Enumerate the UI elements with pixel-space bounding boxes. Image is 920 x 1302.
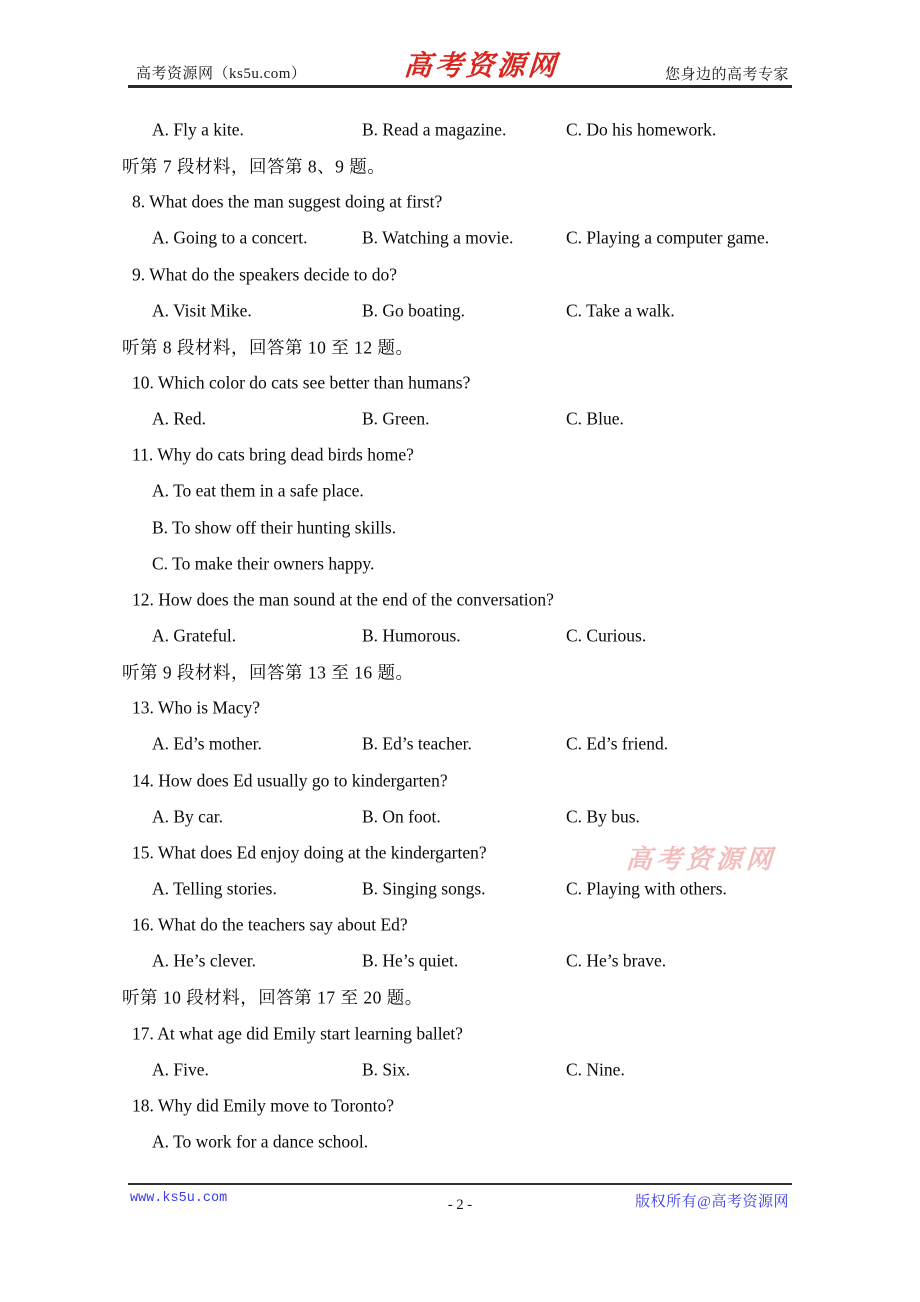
option-b: B. Watching a movie.	[362, 227, 514, 248]
instruction-line	[0, 148, 920, 184]
options-line	[0, 401, 920, 437]
option-a: A. Red.	[152, 408, 206, 429]
option-b: B. Read a magazine.	[362, 119, 507, 140]
question-text: 9. What do the speakers decide to do?	[132, 264, 398, 285]
question-line	[0, 1088, 920, 1124]
question-text: 15. What does Ed enjoy doing at the kindergarten?	[132, 842, 487, 863]
option-text: A. To work for a dance school.	[152, 1131, 369, 1152]
option-b: B. Six.	[362, 1059, 411, 1080]
instruction-text: 听第 8 段材料，回答第 10 至 12 题。	[122, 337, 414, 358]
option-b: B. He’s quiet.	[362, 950, 459, 971]
question-text: 16. What do the teachers say about Ed?	[132, 914, 408, 935]
header-tagline: 您身边的高考专家	[664, 67, 789, 83]
question-text: 13. Who is Macy?	[132, 697, 260, 718]
option-b: B. On foot.	[362, 806, 441, 827]
option-a: A. Fly a kite.	[152, 119, 244, 140]
option-c: C. Take a walk.	[566, 300, 675, 321]
content-lines	[0, 112, 920, 1160]
option-c: C. By bus.	[566, 806, 640, 827]
option-a: A. Five.	[152, 1059, 209, 1080]
instruction-text: 听第 9 段材料，回答第 13 至 16 题。	[122, 662, 414, 683]
question-text: 11. Why do cats bring dead birds home?	[132, 444, 414, 465]
header-site-name: 高考资源网（ks5u.com）	[136, 66, 307, 82]
option-a: A. Grateful.	[152, 625, 237, 646]
options-line	[0, 293, 920, 329]
option-b: B. Humorous.	[362, 625, 461, 646]
question-line	[0, 763, 920, 799]
question-line	[0, 690, 920, 726]
option-b: B. Singing songs.	[362, 878, 486, 899]
option-a: A. Telling stories.	[152, 878, 277, 899]
options-line	[0, 1124, 920, 1160]
question-line	[0, 184, 920, 220]
instruction-line	[0, 654, 920, 690]
site-logo: 高考资源网	[402, 51, 560, 82]
option-c: C. He’s brave.	[566, 950, 667, 971]
option-b: B. Ed’s teacher.	[362, 733, 472, 754]
question-line	[0, 835, 920, 871]
options-line	[0, 473, 920, 509]
footer-copyright-link[interactable]: 版权所有@高考资源网	[635, 1194, 789, 1210]
instruction-line	[0, 329, 920, 365]
question-text: 8. What does the man suggest doing at first?	[132, 191, 443, 212]
option-a: A. Visit Mike.	[152, 300, 252, 321]
question-line	[0, 437, 920, 473]
option-c: C. Playing with others.	[566, 878, 727, 899]
option-c: C. Nine.	[566, 1059, 625, 1080]
option-b: B. Green.	[362, 408, 430, 429]
option-c: C. Blue.	[566, 408, 624, 429]
options-line	[0, 943, 920, 979]
question-text: 18. Why did Emily move to Toronto?	[132, 1095, 395, 1116]
option-b: B. Go boating.	[362, 300, 466, 321]
question-text: 12. How does the man sound at the end of the conversation?	[132, 589, 554, 610]
options-line	[0, 871, 920, 907]
options-line	[0, 618, 920, 654]
page-number: - 2 -	[447, 1197, 473, 1213]
footer-site-link[interactable]: www.ks5u.com	[130, 1191, 228, 1206]
option-c: C. Curious.	[566, 625, 647, 646]
header-divider	[128, 85, 792, 88]
options-line	[0, 799, 920, 835]
options-line	[0, 1052, 920, 1088]
question-line	[0, 1016, 920, 1052]
options-line	[0, 220, 920, 256]
options-line	[0, 510, 920, 546]
option-a: A. Ed’s mother.	[152, 733, 262, 754]
option-a: A. He’s clever.	[152, 950, 256, 971]
question-text: 14. How does Ed usually go to kindergarten?	[132, 770, 448, 791]
option-text: C. To make their owners happy.	[152, 553, 375, 574]
instruction-text: 听第 7 段材料，回答第 8、9 题。	[122, 156, 386, 177]
option-c: C. Playing a computer game.	[566, 227, 770, 248]
option-a: A. By car.	[152, 806, 223, 827]
question-line	[0, 907, 920, 943]
option-text: A. To eat them in a safe place.	[152, 480, 364, 501]
footer-divider	[128, 1183, 792, 1185]
options-line	[0, 726, 920, 762]
question-line	[0, 582, 920, 618]
watermark-text: 高考资源网	[625, 845, 777, 874]
question-line	[0, 257, 920, 293]
options-line	[0, 546, 920, 582]
instruction-text: 听第 10 段材料，回答第 17 至 20 题。	[122, 987, 423, 1008]
question-text: 17. At what age did Emily start learning ballet?	[132, 1023, 463, 1044]
option-c: C. Do his homework.	[566, 119, 717, 140]
question-line	[0, 365, 920, 401]
instruction-line	[0, 979, 920, 1015]
option-text: B. To show off their hunting skills.	[152, 517, 397, 538]
option-c: C. Ed’s friend.	[566, 733, 669, 754]
question-text: 10. Which color do cats see better than humans?	[132, 372, 471, 393]
options-line	[0, 112, 920, 148]
option-a: A. Going to a concert.	[152, 227, 308, 248]
